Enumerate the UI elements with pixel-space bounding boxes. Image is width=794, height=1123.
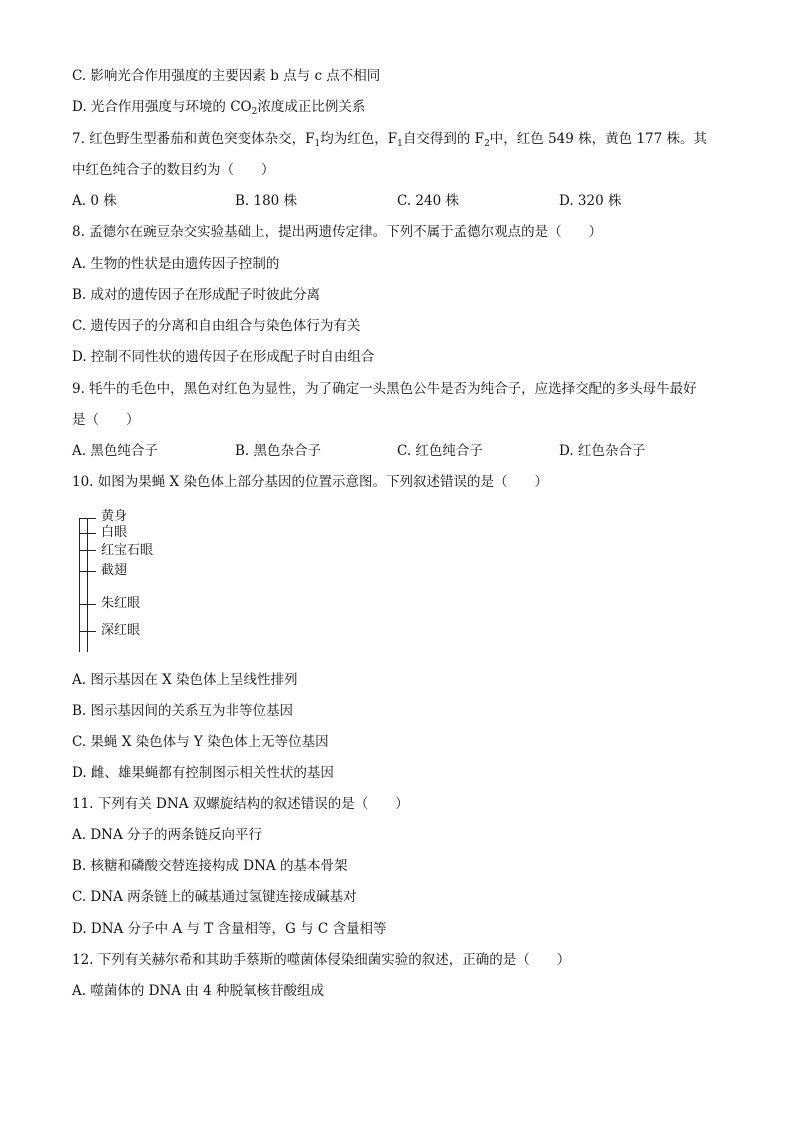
- q8-option-b: B. 成对的遗传因子在形成配子时彼此分离: [72, 287, 321, 303]
- q7-sub-2: 1: [397, 139, 403, 149]
- gene-label-1: 黄身: [101, 509, 128, 524]
- q10-option-a: A. 图示基因在 X 染色体上呈线性排列: [72, 672, 298, 688]
- gene-tick-2: [79, 533, 96, 534]
- q12-stem: 12. 下列有关赫尔希和其助手蔡斯的噬菌体侵染细菌实验的叙述，正确的是（ ）: [72, 952, 571, 968]
- x-chromosome-gene-map: [70, 505, 270, 655]
- gene-label-6: 深红眼: [101, 623, 141, 638]
- q11-option-d: D. DNA 分子中 A 与 T 含量相等，G 与 C 含量相等: [72, 921, 387, 937]
- q8-option-a: A. 生物的性状是由遗传因子控制的: [72, 256, 280, 272]
- q7-option-a: A. 0 株: [72, 193, 117, 209]
- q11-option-c: C. DNA 两条链上的碱基通过氢键连接成碱基对: [72, 889, 357, 905]
- gene-label-4: 截翅: [101, 563, 128, 578]
- q9-option-d: D. 红色杂合子: [559, 443, 646, 459]
- gene-label-3: 红宝石眼: [101, 543, 154, 558]
- q6d-text-pre: D. 光合作用强度与环境的 CO: [72, 99, 252, 115]
- q7-text-c: 自交得到的 F: [402, 131, 485, 147]
- q7-option-d: D. 320 株: [559, 193, 622, 209]
- q12-option-a: A. 噬菌体的 DNA 由 4 种脱氧核苷酸组成: [72, 983, 324, 999]
- gene-tick-1: [79, 518, 96, 519]
- q8-option-c: C. 遗传因子的分离和自由组合与染色体行为有关: [72, 318, 361, 334]
- q7-option-c: C. 240 株: [397, 193, 459, 209]
- q11-option-a: A. DNA 分子的两条链反向平行: [72, 827, 263, 843]
- gene-tick-5: [79, 604, 96, 605]
- q6-option-d: [72, 98, 365, 116]
- gene-label-2: 白眼: [101, 525, 128, 540]
- q7-sub-3: 2: [484, 139, 490, 149]
- q6-option-c: C. 影响光合作用强度的主要因素 b 点与 c 点不相同: [72, 68, 381, 84]
- gene-label-5: 朱红眼: [101, 596, 141, 611]
- q7-option-b: B. 180 株: [235, 193, 298, 209]
- q10-option-b: B. 图示基因间的关系互为非等位基因: [72, 703, 294, 719]
- q10-option-c: C. 果蝇 X 染色体与 Y 染色体上无等位基因: [72, 734, 329, 750]
- q11-stem: 11. 下列有关 DNA 双螺旋结构的叙述错误的是（ ）: [72, 796, 409, 812]
- q7-stem: [72, 130, 707, 148]
- q7-stem-line2: 中红色纯合子的数目约为（ ）: [72, 162, 275, 178]
- gene-tick-6: [79, 631, 96, 632]
- gene-tick-4: [79, 571, 96, 572]
- q6d-subscript: 2: [251, 107, 258, 117]
- q7-text-b: 均为红色，F: [320, 131, 398, 147]
- q9-option-b: B. 黑色杂合子: [235, 443, 322, 459]
- q8-option-d: D. 控制不同性状的遗传因子在形成配子时自由组合: [72, 349, 375, 365]
- q7-text-a: 7. 红色野生型番茄和黄色突变体杂交，F: [72, 131, 315, 147]
- q6d-text-post: 浓度成正比例关系: [257, 99, 366, 115]
- q7-sub-1: 1: [314, 139, 321, 149]
- q9-option-a: A. 黑色纯合子: [72, 443, 158, 459]
- q9-stem-line2: 是（ ）: [72, 412, 140, 428]
- q9-stem: 9. 牦牛的毛色中，黑色对红色为显性，为了确定一头黑色公牛是否为纯合子，应选择交配的多头母牛最好: [72, 381, 697, 397]
- gene-tick-3: [79, 550, 96, 551]
- q9-option-c: C. 红色纯合子: [397, 443, 483, 459]
- q8-stem: 8. 孟德尔在豌豆杂交实验基础上，提出两遗传定律。下列不属于孟德尔观点的是（ ）: [72, 224, 603, 240]
- q11-option-b: B. 核糖和磷酸交替连接构成 DNA 的基本骨架: [72, 858, 348, 874]
- q10-stem: 10. 如图为果蝇 X 染色体上部分基因的位置示意图。下列叙述错误的是（ ）: [72, 474, 548, 490]
- q10-option-d: D. 雌、雄果蝇都有控制图示相关性状的基因: [72, 765, 334, 781]
- q7-text-d: 中，红色 549 株，黄色 177 株。其: [489, 131, 707, 147]
